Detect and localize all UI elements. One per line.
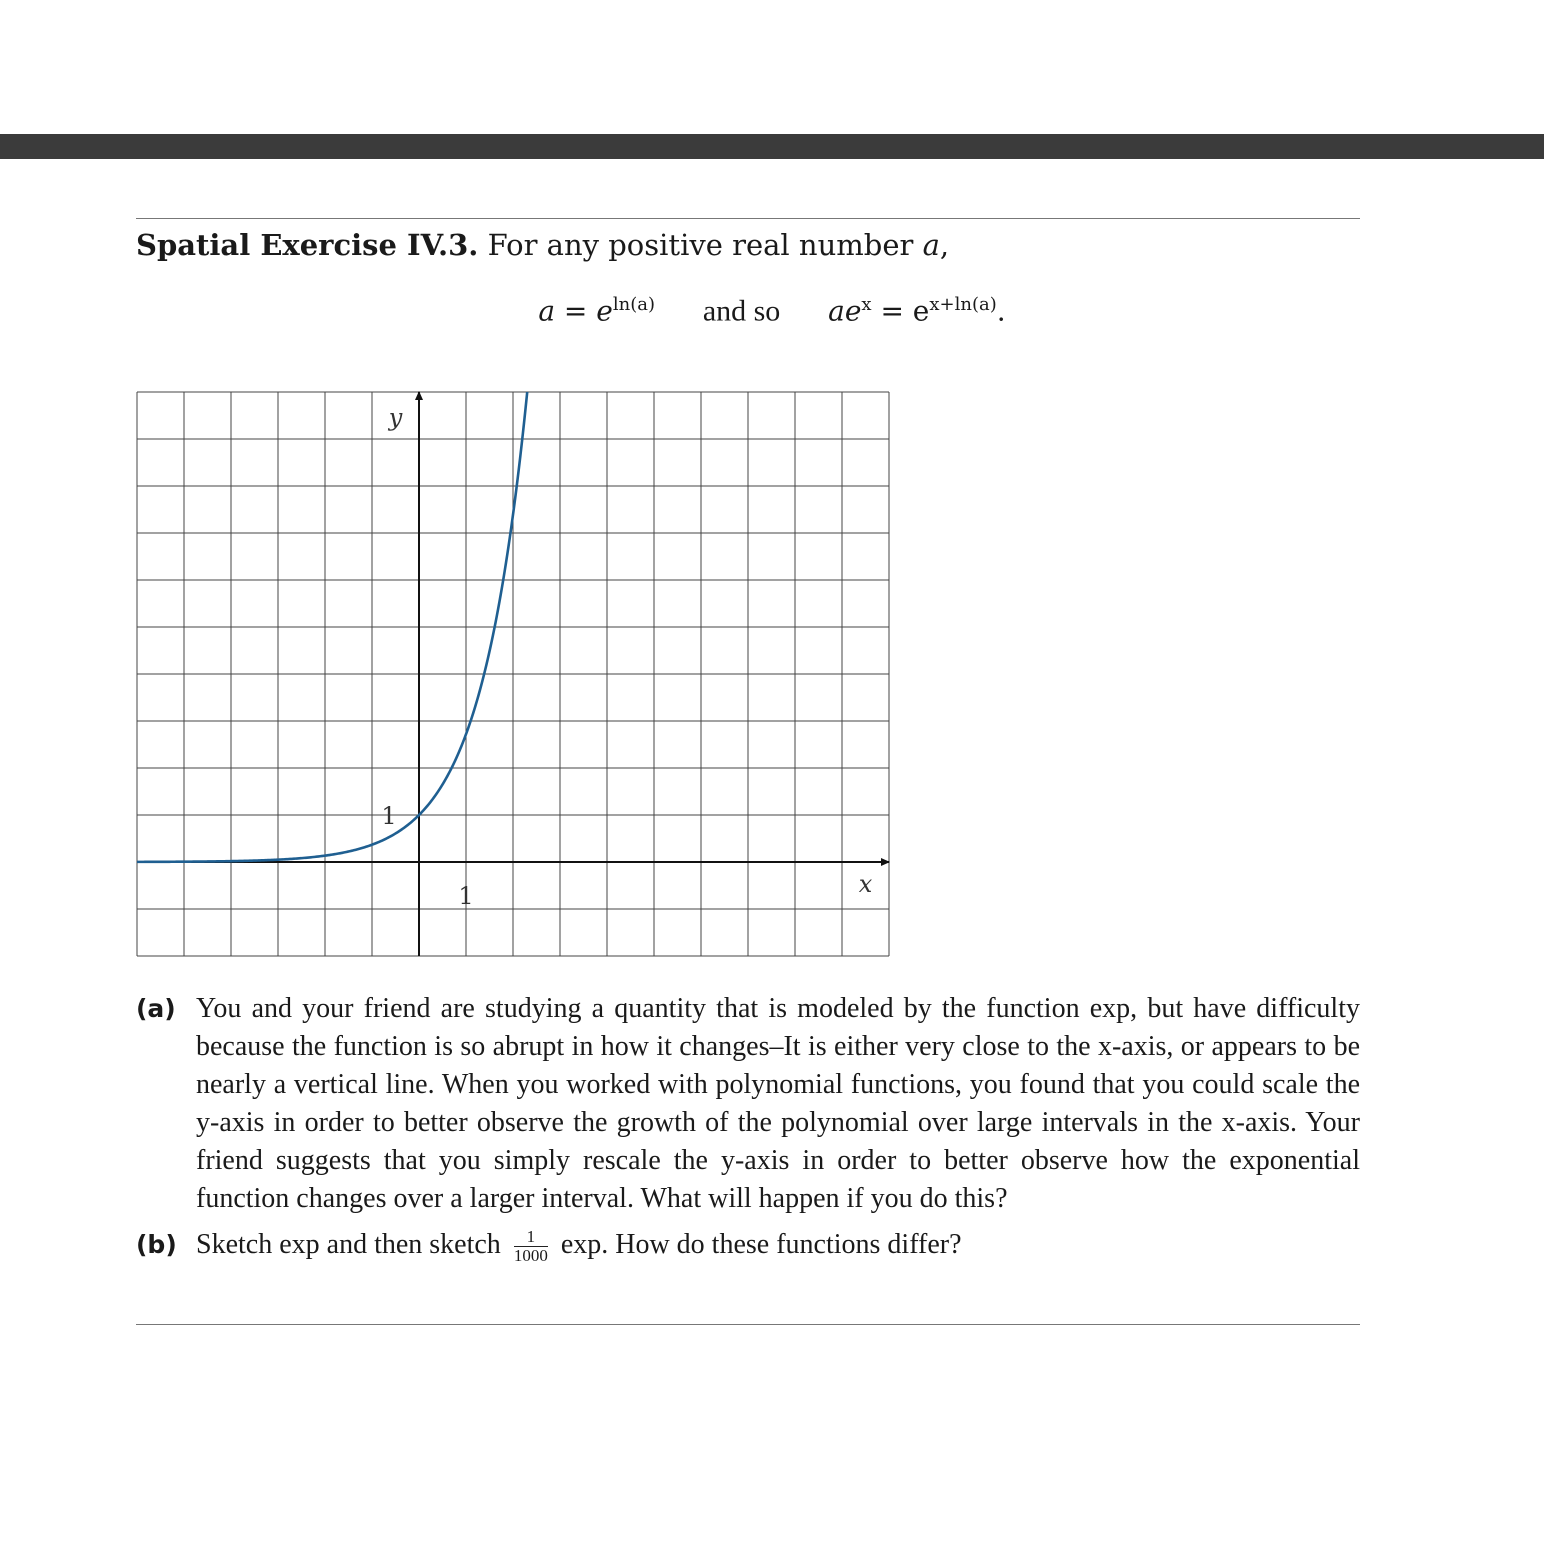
formula-connector: and so [702,294,781,328]
fraction-numerator: 1 [514,1228,548,1247]
exercise-intro: For any positive real number [487,228,914,262]
formula-rhs-exp2: x+ln(a) [929,294,997,315]
part-a-text: You and your friend are studying a quantity that is modeled by the function exp, but have difficulty because the function is so abrupt in how it changes–It is either very close to the x-axis, or appears to be nearly a vertical line. When you worked with polynomial functions, you found that you could scale the y-axis in order to better observe the growth of the polynomial over large intervals in the x-axis. Your friend suggests that you simply rescale the y-axis in order to better observe how the exponential function changes over a larger interval. What will happen if you do this? [196,993,1360,1214]
exercise-intro-var: a [922,228,940,262]
exercise-intro-end: , [939,228,950,262]
part-a [136,990,1360,1218]
formula-lhs-exp: ln(a) [612,294,655,315]
part-b-label: (b) [136,1230,177,1259]
part-b-text-after: exp. How do these functions differ? [560,1229,962,1260]
exercise-parts [136,990,1360,1273]
y-axis-label: y [388,403,403,432]
x-axis-label: x [858,870,873,898]
part-b-text [196,1226,1360,1265]
x-tick-label-1: 1 [458,882,474,910]
formula-rhs-exp1: x [861,294,872,315]
fraction [514,1228,548,1265]
part-b [136,1226,1360,1265]
exercise-title: Spatial Exercise IV.3. [136,228,479,262]
formula-end: . [996,294,1006,328]
part-a-label: (a) [136,994,176,1023]
exp-curve [137,369,530,862]
formula-rhs: ae [828,294,862,328]
formula-rhs-mid: = e [871,294,930,328]
graph-grid [137,392,889,956]
fraction-denominator: 1000 [513,1246,548,1266]
formula-lhs: a = e [538,294,613,328]
part-b-text-before: Sketch exp and then sketch [196,1229,501,1260]
graph-tick-labels [381,404,872,911]
bottom-rule [136,1324,1360,1325]
y-tick-label-1: 1 [381,802,397,830]
